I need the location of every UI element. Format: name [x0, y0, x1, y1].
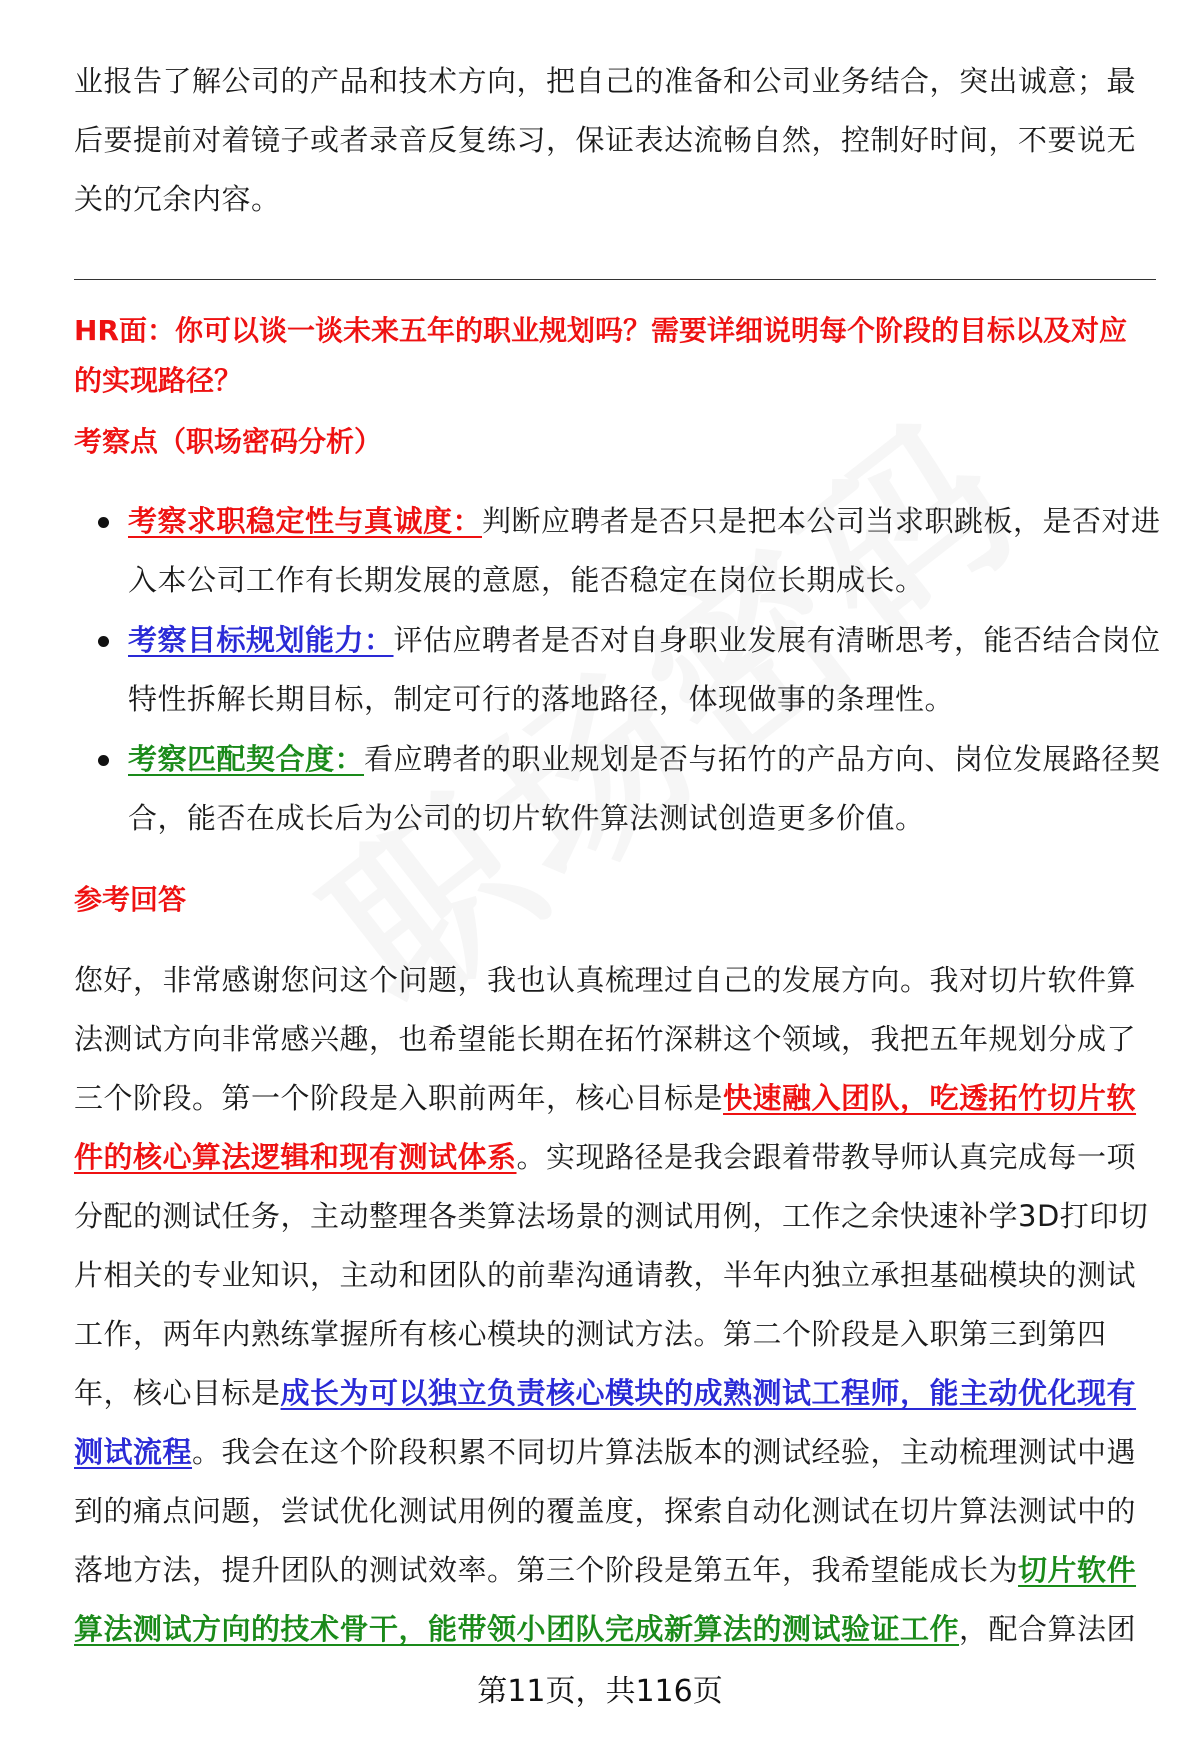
section-divider	[74, 279, 1156, 280]
reference-answer-heading: 参考回答	[74, 883, 187, 916]
bullet-text: 判断应聘者是否只是把本公司当求职跳板，是否对进入本公司工作有长期发展的意愿，能否稳定在岗位长期成长。	[128, 504, 1161, 597]
answer-highlight: 切片软件算法测试方向的技术骨干，能带领小团队完成新算法的测试验证工作	[74, 1553, 1137, 1646]
reference-answer-paragraph	[74, 951, 1154, 1659]
question-heading: HR面：你可以谈一谈未来五年的职业规划吗？需要详细说明每个阶段的目标以及对应的实现路径？	[74, 314, 1127, 397]
list-item	[74, 611, 1164, 729]
bullet-term: 考察求职稳定性与真诚度：	[128, 504, 483, 538]
bullet-dot-icon	[98, 755, 109, 766]
answer-highlight: 成长为可以独立负责核心模块的成熟测试工程师，能主动优化现有测试流程	[74, 1376, 1137, 1469]
answer-text: 您好，非常感谢您问这个问题，我也认真梳理过自己的发展方向。我对切片软件算法测试方向非常感兴趣，也希望能长期在拓竹深耕这个领域，我把五年规划分成了三个阶段。第一个阶段是入职前两年，核心目标是	[74, 963, 1137, 1115]
answer-text: ，配合算法团	[959, 1612, 1137, 1646]
assessment-list	[74, 492, 1164, 849]
assessment-points-heading: 考察点（职场密码分析）	[74, 425, 383, 458]
answer-highlight: 快速融入团队，吃透拓竹切片软件的核心算法逻辑和现有测试体系	[74, 1081, 1137, 1174]
answer-text: 。实现路径是我会跟着带教导师认真完成每一项分配的测试任务，主动整理各类算法场景的测试用例，工作之余快速补学3D打印切片相关的专业知识，主动和团队的前辈沟通请教，半年内独立承担基础模块的测试工作，两年内熟练掌握所有核心模块的测试方法。第二个阶段是入职第三到第四年，核心目标是	[74, 1140, 1149, 1410]
intro-paragraph: 业报告了解公司的产品和技术方向，把自己的准备和公司业务结合，突出诚意；最后要提前对着镜子或者录音反复练习，保证表达流畅自然，控制好时间，不要说无关的冗余内容。	[74, 64, 1137, 216]
answer-text: 。我会在这个阶段积累不同切片算法版本的测试经验，主动梳理测试中遇到的痛点问题，尝试优化测试用例的覆盖度，探索自动化测试在切片算法测试中的落地方法，提升团队的测试效率。第三个阶段是第五年，我希望能成长为	[74, 1435, 1137, 1587]
page-number: 第11页，共116页	[477, 1674, 723, 1709]
bullet-term: 考察目标规划能力：	[128, 623, 394, 657]
bullet-text: 看应聘者的职业规划是否与拓竹的产品方向、岗位发展路径契合，能否在成长后为公司的切片软件算法测试创造更多价值。	[128, 742, 1161, 835]
bullet-dot-icon	[98, 517, 109, 528]
bullet-dot-icon	[98, 636, 109, 647]
list-item	[74, 730, 1164, 848]
bullet-text: 评估应聘者是否对自身职业发展有清晰思考，能否结合岗位特性拆解长期目标，制定可行的落地路径，体现做事的条理性。	[128, 623, 1161, 716]
bullet-term: 考察匹配契合度：	[128, 742, 365, 776]
list-item	[74, 492, 1164, 610]
